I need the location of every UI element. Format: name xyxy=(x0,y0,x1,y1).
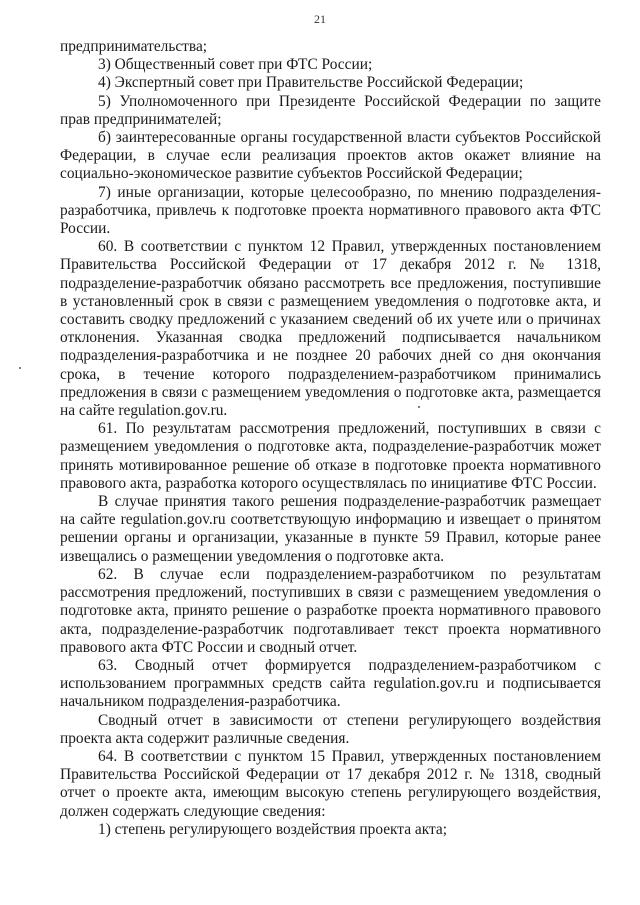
clause-63-continuation: Сводный отчет в зависимости от степени регулирующего воздействия проекта акта содержит различные сведения. xyxy=(60,711,601,747)
list-item-4: 4) Экспертный совет при Правительстве Российской Федерации; xyxy=(98,74,524,92)
list-item-3: 3) Общественный совет при ФТС России; xyxy=(98,56,373,74)
clause-63: 63. Сводный отчет формируется подразделением-разработчиком с использованием программных средств сайта regulation.gov.ru и подписывается начальником подразделения-разработчика. xyxy=(60,656,601,711)
scan-speck xyxy=(19,367,21,369)
list-item-5: 5) Уполномоченного при Президенте Российской Федерации по защите прав предпринимателей; xyxy=(60,92,601,128)
clause-61-continuation: В случае принятия такого решения подразделение-разработчик размещает на сайте regulation.gov.ru соответствующую информацию и извещает о принятом решении органы и организации, указанные в пункте 59 Правил, которые ранее извещались о размещении уведомления о подготовке акта. xyxy=(60,493,601,565)
clause-60: 60. В соответствии с пунктом 12 Правил, утвержденных постановлением Правительства Российской Федерации от 17 декабря 2012 г. № 1318, подразделение-разработчик обязано рассмотреть все предложения, поступившие в установленный срок в связи с размещением уведомления о подготовке акта, и составить сводку предложений с указанием сведений об их учете или о причинах отклонения. Указанная сводка предложений подписывается начальником подразделения-разработчика и не позднее 20 рабочих дней со дня окончания срока, в течение которого подразделением-разработчиком принимались предложения в связи с размещением уведомления о подготовке акта, размещается на сайте regulation.gov.ru. xyxy=(60,238,601,420)
clause-61: 61. По результатам рассмотрения предложений, поступивших в связи с размещением уведомления о подготовке акта, подразделение-разработчик может принять мотивированное решение об отказе в подготовке проекта нормативного правового акта, разработка которого осуществлялась по инициативе ФТС России. xyxy=(60,420,601,492)
list-item-1: 1) степень регулирующего воздействия проекта акта; xyxy=(98,820,448,838)
clause-64: 64. В соответствии с пунктом 15 Правил, утвержденных постановлением Правительства Российской Федерации от 17 декабря 2012 г. № 1318, сводный отчет о проекте акта, имеющим высокую степень регулирующего воздействия, должен содержать следующие сведения: xyxy=(60,747,601,820)
document-body xyxy=(60,38,601,839)
clause-62: 62. В случае если подразделением-разработчиком по результатам рассмотрения предложений, поступивших в связи с размещением уведомления о подготовке акта, принято решение о разработке проекта нормативного правового акта, подразделение-разработчик подготавливает текст проекта нормативного правового акта ФТС России и сводный отчет. xyxy=(60,565,601,656)
scan-speck xyxy=(418,406,420,408)
paragraph-continuation: предпринимательства; xyxy=(60,38,208,55)
list-item-6: б) заинтересованные органы государственной власти субъектов Российской Федерации, в случае если реализация проектов актов окажет влияние на социально-экономическое развитие субъектов Российской Федерации; xyxy=(60,129,601,183)
page-number: 21 xyxy=(314,12,326,26)
list-item-7: 7) иные организации, которые целесообразно, по мнению подразделения-разработчика, привлечь к подготовке проекта нормативного правового акта ФТС России. xyxy=(60,183,601,238)
